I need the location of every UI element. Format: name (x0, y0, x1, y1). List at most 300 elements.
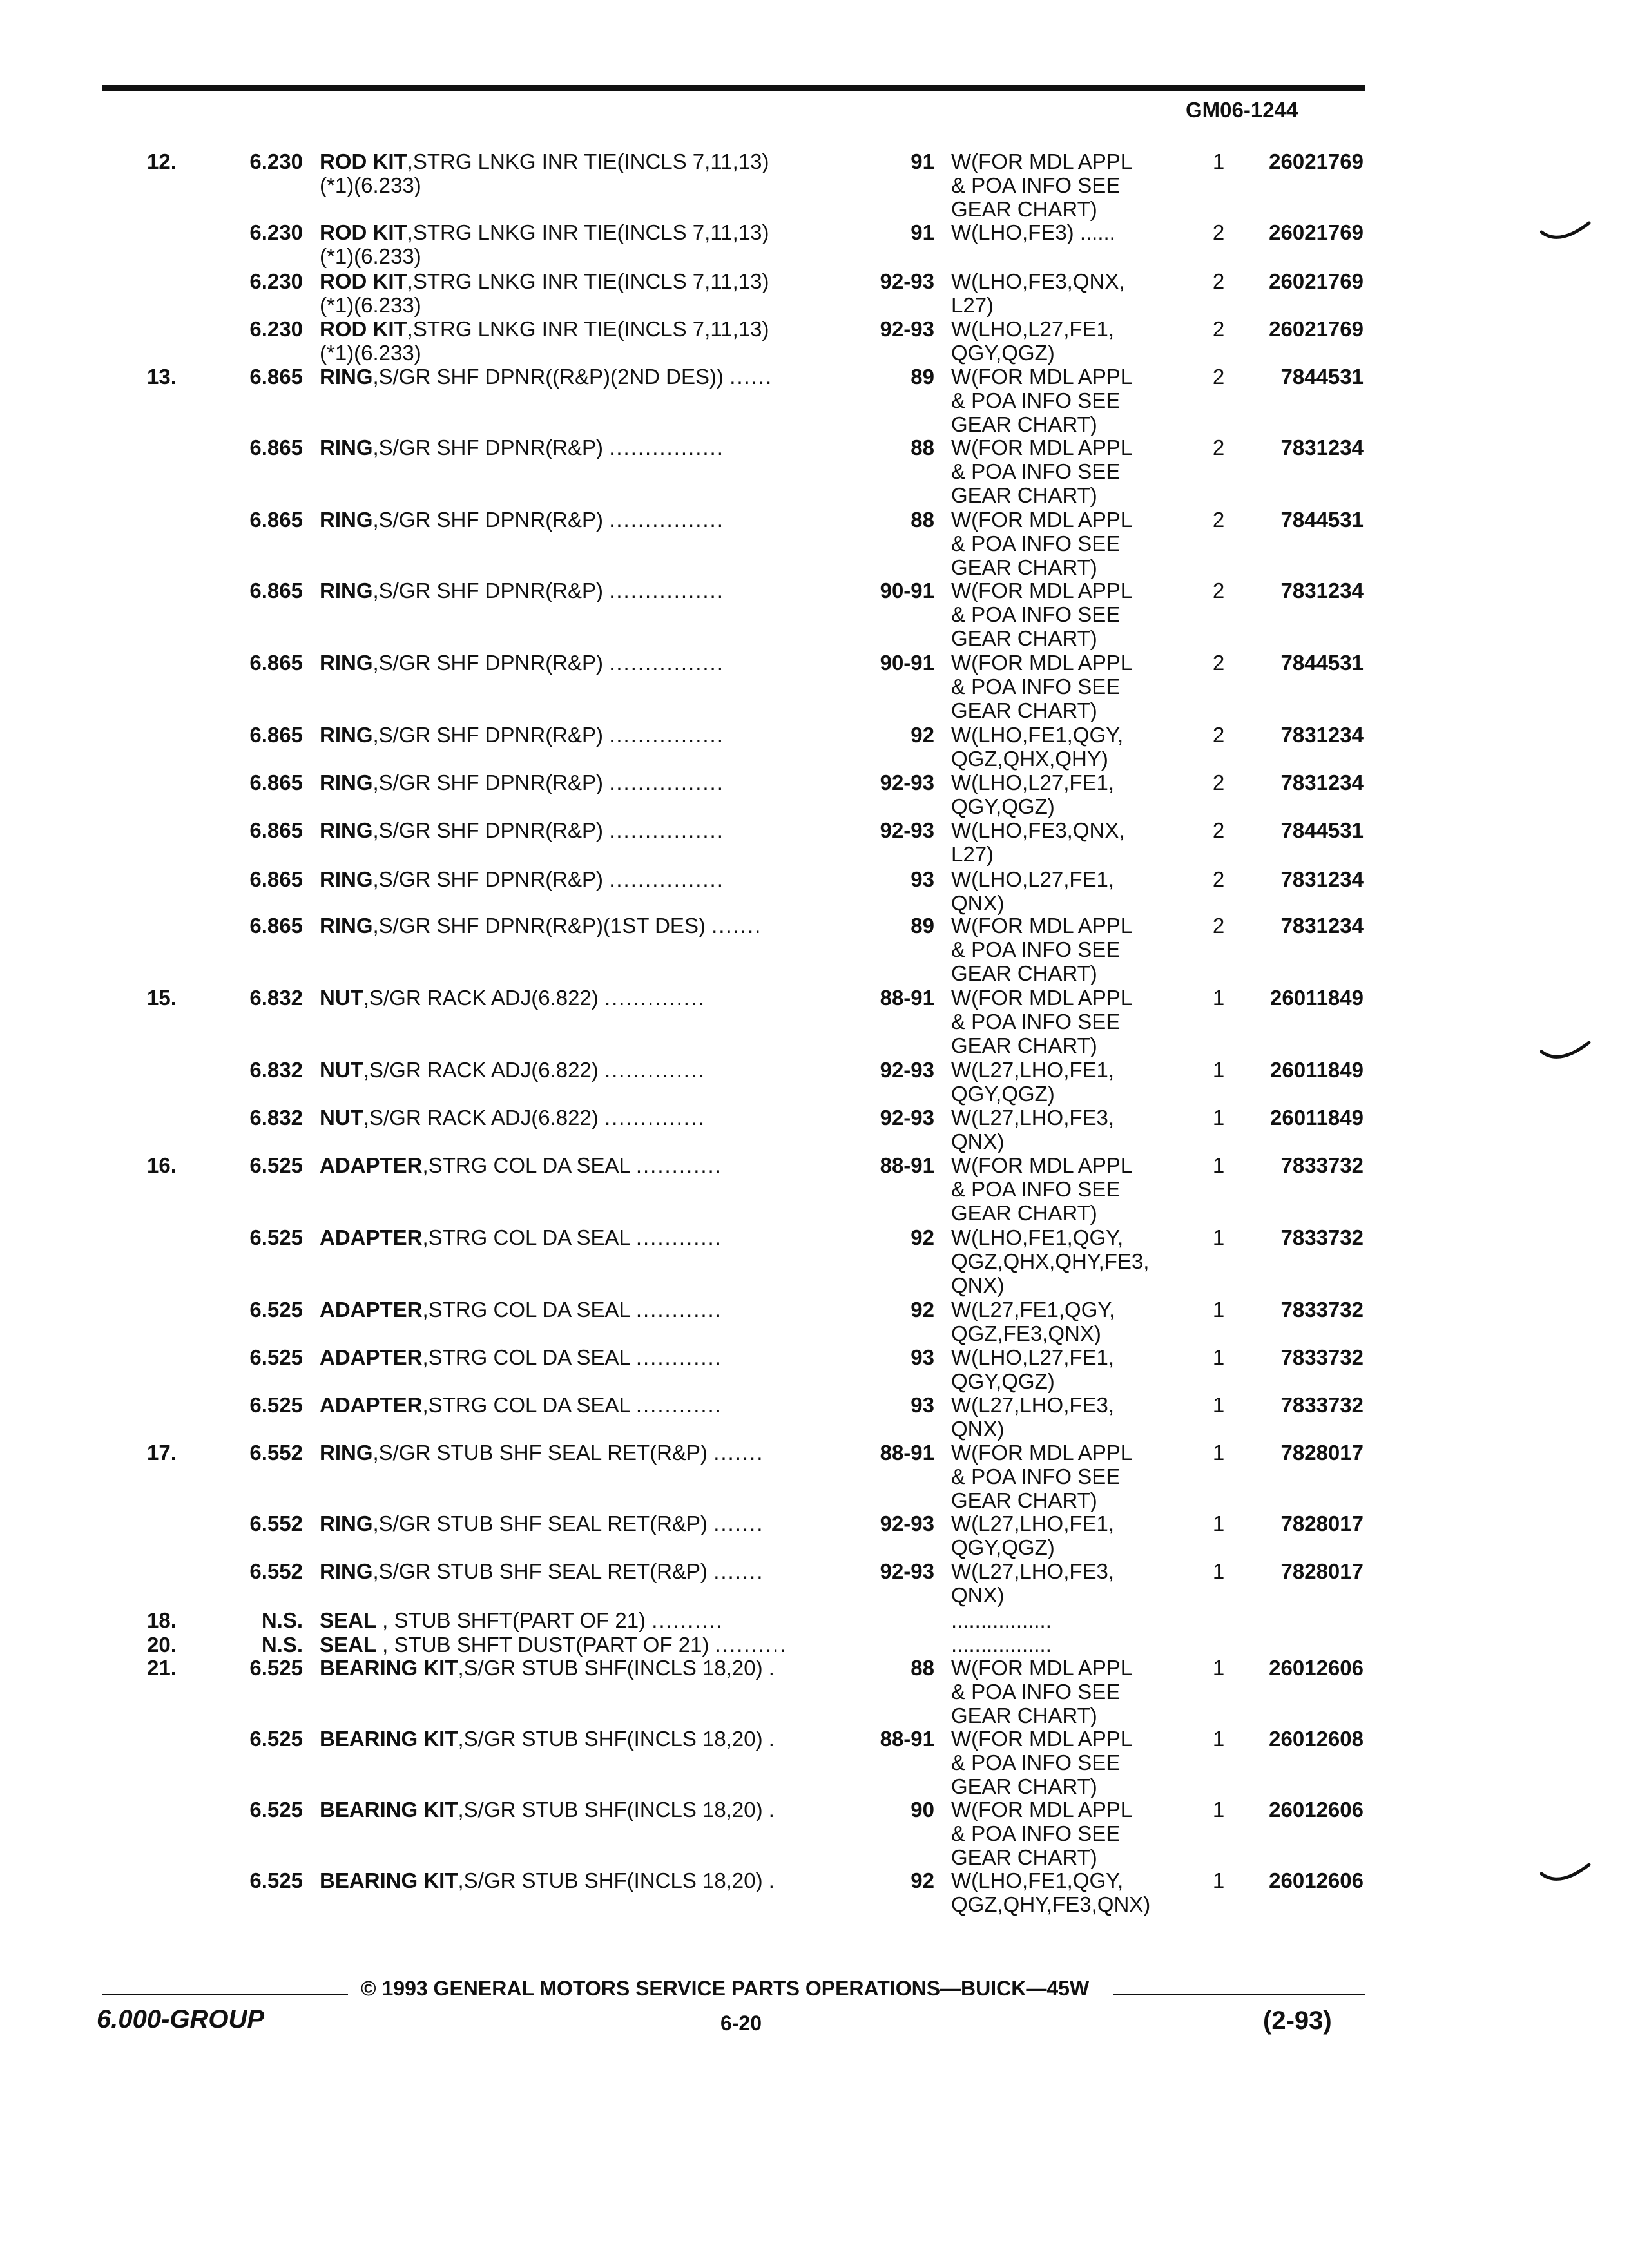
part-name: ADAPTER (320, 1153, 423, 1177)
model-years: 90-91 (880, 579, 934, 602)
model-years: 92-93 (880, 1559, 934, 1583)
leader-dots: ................ (609, 867, 724, 891)
model-application-line: & POA INFO SEE (951, 1010, 1121, 1033)
quantity: 1 (1212, 1727, 1225, 1751)
leader-dots: .............. (604, 1106, 706, 1129)
part-detail: ,S/GR RACK ADJ(6.822) (363, 1058, 599, 1082)
footer-group-label: 6.000-GROUP (97, 2005, 265, 2033)
part-description (320, 1656, 848, 1680)
model-years: 90-91 (880, 651, 934, 675)
model-application-line: W(LHO,FE1,QGY, (951, 1225, 1124, 1249)
part-detail: ,S/GR STUB SHF(INCLS 18,20) (458, 1656, 763, 1680)
model-years: 92-93 (880, 771, 934, 794)
leader-dots: .......... (651, 1608, 724, 1632)
part-description (320, 1153, 848, 1177)
group-number: 6.552 (249, 1441, 303, 1465)
part-detail: ,STRG COL DA SEAL (422, 1345, 630, 1369)
part-description (320, 1106, 848, 1129)
group-number: 6.525 (249, 1656, 303, 1680)
model-years: 88-91 (880, 1727, 934, 1751)
part-number: 7833732 (1280, 1393, 1364, 1417)
model-application (951, 1727, 1132, 1798)
model-application-line: GEAR CHART) (951, 1774, 1097, 1798)
model-application-line: W(FOR MDL APPL (951, 1441, 1133, 1465)
item-number: 16. (147, 1153, 177, 1177)
model-application-line: W(LHO,FE1,QGY, (951, 723, 1124, 747)
group-number: 6.525 (249, 1153, 303, 1177)
model-years: 92-93 (880, 269, 934, 293)
group-number: 6.865 (249, 867, 303, 891)
part-description (320, 508, 848, 532)
part-number: 26021769 (1269, 269, 1364, 293)
part-description (320, 269, 848, 317)
part-detail: ,S/GR SHF DPNR(R&P) (372, 867, 604, 891)
quantity: 2 (1212, 723, 1225, 747)
model-application-line: W(FOR MDL APPL (951, 149, 1133, 173)
model-application (951, 1559, 1114, 1607)
model-application-line: QGY,QGZ) (951, 1369, 1055, 1393)
model-application-line: GEAR CHART) (951, 1033, 1097, 1057)
model-years: 89 (911, 365, 934, 389)
model-years: 92 (911, 1225, 934, 1249)
group-number: 6.832 (249, 1106, 303, 1129)
part-description (320, 220, 848, 268)
quantity: 1 (1212, 1298, 1225, 1321)
group-number: 6.832 (249, 1058, 303, 1082)
model-application-line: W(FOR MDL APPL (951, 365, 1133, 389)
model-application-line: & POA INFO SEE (951, 602, 1121, 626)
part-detail: ,S/GR RACK ADJ(6.822) (363, 1106, 599, 1129)
part-number: 26021769 (1269, 220, 1364, 244)
model-application-line: L27) (951, 293, 994, 317)
model-application (951, 1153, 1132, 1225)
model-years: 89 (911, 914, 934, 937)
part-description (320, 365, 848, 389)
part-detail: ,S/GR SHF DPNR(R&P)(1ST DES) (372, 914, 706, 937)
footer-rule-right (1113, 1994, 1365, 1995)
model-application-line: & POA INFO SEE (951, 1751, 1121, 1774)
leader-dots: . (768, 1727, 776, 1751)
check-mark-icon (1540, 1861, 1592, 1887)
part-number: 7828017 (1280, 1512, 1364, 1535)
model-application (951, 1106, 1114, 1153)
model-application-line: & POA INFO SEE (951, 459, 1121, 483)
model-application (951, 1869, 1150, 1916)
part-number: 7831234 (1280, 914, 1364, 937)
part-number: 26011849 (1269, 1058, 1364, 1082)
quantity: 1 (1212, 1869, 1225, 1892)
group-number: 6.230 (249, 220, 303, 244)
model-application-line: GEAR CHART) (951, 698, 1097, 722)
item-number: 20. (147, 1633, 177, 1657)
model-application-line: W(FOR MDL APPL (951, 1798, 1133, 1821)
quantity: 2 (1212, 317, 1225, 341)
part-description (320, 1633, 848, 1657)
part-description (320, 1058, 848, 1082)
part-detail: ,STRG COL DA SEAL (422, 1393, 630, 1417)
model-application-line: & POA INFO SEE (951, 937, 1121, 961)
group-number: 6.865 (249, 579, 303, 602)
part-number: 7844531 (1280, 365, 1364, 389)
part-name: RING (320, 365, 373, 389)
part-name: ADAPTER (320, 1225, 423, 1249)
quantity: 1 (1212, 1559, 1225, 1583)
part-name: RING (320, 1441, 373, 1465)
document-id: GM06-1244 (1186, 98, 1298, 122)
quantity: 2 (1212, 914, 1225, 937)
leader-dots: ............ (635, 1345, 722, 1369)
quantity: 1 (1212, 1441, 1225, 1465)
model-years: 93 (911, 1345, 934, 1369)
model-application-line: GEAR CHART) (951, 1704, 1097, 1727)
model-application (951, 365, 1132, 436)
leader-dots: ................ (609, 651, 724, 675)
group-number: 6.552 (249, 1559, 303, 1583)
item-number: 21. (147, 1656, 177, 1680)
part-number: 26012608 (1269, 1727, 1364, 1751)
model-years: 88 (911, 508, 934, 532)
part-description (320, 579, 848, 602)
model-application-line: QGY,QGZ) (951, 794, 1055, 818)
model-application-line: & POA INFO SEE (951, 532, 1121, 555)
group-number: 6.525 (249, 1345, 303, 1369)
group-number: 6.525 (249, 1869, 303, 1892)
part-name: RING (320, 771, 373, 794)
model-application (951, 220, 1115, 244)
leader-dots: .......... (715, 1633, 787, 1657)
model-application (951, 1298, 1115, 1345)
model-application-line: & POA INFO SEE (951, 389, 1121, 412)
part-detail-line2: (*1)(6.233) (320, 341, 421, 365)
model-application (951, 771, 1114, 818)
model-application (951, 914, 1132, 985)
quantity: 1 (1212, 1798, 1225, 1821)
model-application-line: QNX) (951, 1129, 1005, 1153)
model-application-line: W(LHO,L27,FE1, (951, 1345, 1115, 1369)
part-detail-line2: (*1)(6.233) (320, 293, 421, 317)
model-application-line: QGZ,QHX,QHY) (951, 747, 1108, 771)
model-application-line: & POA INFO SEE (951, 1821, 1121, 1845)
leader-dots: ....... (713, 1512, 764, 1535)
check-mark-icon (1540, 219, 1592, 245)
part-number: 7828017 (1280, 1441, 1364, 1465)
model-years: 91 (911, 220, 934, 244)
model-application-line: W(LHO,L27,FE1, (951, 771, 1115, 794)
part-description (320, 1512, 848, 1535)
quantity: 2 (1212, 436, 1225, 459)
part-name: ADAPTER (320, 1298, 423, 1321)
model-application (951, 1058, 1114, 1106)
part-detail: ,S/GR SHF DPNR(R&P) (372, 579, 604, 602)
leader-dots: ............ (635, 1393, 722, 1417)
model-years: 88-91 (880, 1441, 934, 1465)
quantity: 1 (1212, 986, 1225, 1010)
group-number: 6.525 (249, 1727, 303, 1751)
part-detail: ,S/GR STUB SHF SEAL RET(R&P) (372, 1441, 708, 1465)
quantity: 2 (1212, 867, 1225, 891)
leader-dots: .............. (604, 1058, 706, 1082)
model-years: 93 (911, 1393, 934, 1417)
part-number: 7831234 (1280, 771, 1364, 794)
model-application-line: QNX) (951, 1417, 1005, 1441)
model-application-line: W(L27,LHO,FE3, (951, 1559, 1115, 1583)
quantity: 1 (1212, 1656, 1225, 1680)
leader-dots: .............. (604, 986, 706, 1010)
part-name: BEARING KIT (320, 1656, 458, 1680)
model-application (951, 1798, 1132, 1869)
check-mark-icon (1540, 1039, 1592, 1064)
part-detail: ,STRG LNKG INR TIE(INCLS 7,11,13) (407, 149, 769, 173)
quantity: 1 (1212, 149, 1225, 173)
leader-dots: ................ (609, 579, 724, 602)
model-application (951, 508, 1132, 579)
quantity: 2 (1212, 220, 1225, 244)
group-number: 6.865 (249, 818, 303, 842)
part-description (320, 1559, 848, 1583)
part-number: 7831234 (1280, 867, 1364, 891)
model-application-line: L27) (951, 842, 994, 866)
model-application-line: & POA INFO SEE (951, 1680, 1121, 1704)
model-application-line: ................. (951, 1633, 1052, 1657)
group-number: 6.552 (249, 1512, 303, 1535)
footer-copyright: © 1993 GENERAL MOTORS SERVICE PARTS OPERATIONS—BUICK—45W (361, 1977, 1090, 2000)
model-application (951, 1225, 1149, 1297)
part-description (320, 436, 848, 459)
part-description (320, 1441, 848, 1465)
part-detail: ,S/GR SHF DPNR(R&P) (372, 508, 604, 532)
part-name: ADAPTER (320, 1345, 423, 1369)
model-application-line: GEAR CHART) (951, 412, 1097, 436)
part-name: NUT (320, 986, 363, 1010)
group-number: 6.865 (249, 365, 303, 389)
part-name: BEARING KIT (320, 1869, 458, 1892)
part-detail: ,STRG LNKG INR TIE(INCLS 7,11,13) (407, 220, 769, 244)
model-application-line: ................. (951, 1608, 1052, 1632)
part-number: 26012606 (1269, 1656, 1364, 1680)
part-description (320, 651, 848, 675)
group-number: 6.525 (249, 1798, 303, 1821)
group-number: 6.230 (249, 269, 303, 293)
model-years: 92-93 (880, 1512, 934, 1535)
group-number: 6.865 (249, 436, 303, 459)
model-application-line: GEAR CHART) (951, 1488, 1097, 1512)
leader-dots: ............ (635, 1153, 722, 1177)
model-years: 92-93 (880, 1058, 934, 1082)
part-name: RING (320, 651, 373, 675)
part-detail: , STUB SHFT(PART OF 21) (376, 1608, 646, 1632)
part-name: ADAPTER (320, 1393, 423, 1417)
quantity: 2 (1212, 818, 1225, 842)
part-name: RING (320, 508, 373, 532)
leader-dots: . (768, 1869, 776, 1892)
part-detail: ,S/GR SHF DPNR(R&P) (372, 651, 604, 675)
model-years: 90 (911, 1798, 934, 1821)
part-description (320, 986, 848, 1010)
model-application (951, 723, 1123, 771)
model-application-line: W(LHO,FE1,QGY, (951, 1869, 1124, 1892)
model-application-line: QNX) (951, 1273, 1005, 1297)
model-application (951, 1512, 1114, 1559)
part-number: 7833732 (1280, 1153, 1364, 1177)
model-application (951, 651, 1132, 722)
part-detail: ,STRG COL DA SEAL (422, 1298, 630, 1321)
model-application (951, 149, 1132, 221)
part-number: 7833732 (1280, 1345, 1364, 1369)
part-name: RING (320, 436, 373, 459)
part-number: 7831234 (1280, 723, 1364, 747)
part-name: RING (320, 1512, 373, 1535)
model-application (951, 317, 1114, 365)
quantity: 2 (1212, 651, 1225, 675)
model-application-line: QGZ,QHY,FE3,QNX) (951, 1892, 1151, 1916)
group-number: 6.865 (249, 651, 303, 675)
part-number: 26011849 (1269, 986, 1364, 1010)
model-application-line: GEAR CHART) (951, 626, 1097, 650)
part-name: NUT (320, 1106, 363, 1129)
model-years: 88-91 (880, 1153, 934, 1177)
quantity: 1 (1212, 1393, 1225, 1417)
part-description (320, 1225, 848, 1249)
quantity: 1 (1212, 1512, 1225, 1535)
part-number: 7844531 (1280, 508, 1364, 532)
part-description (320, 1298, 848, 1321)
group-number: 6.832 (249, 986, 303, 1010)
model-application (951, 1608, 1052, 1632)
model-application (951, 818, 1125, 866)
model-application-line: W(L27,LHO,FE1, (951, 1058, 1115, 1082)
group-number: 6.230 (249, 317, 303, 341)
part-description (320, 1727, 848, 1751)
model-application-line: GEAR CHART) (951, 197, 1097, 221)
model-application (951, 986, 1132, 1057)
model-application-line: W(FOR MDL APPL (951, 914, 1133, 937)
model-years: 92-93 (880, 1106, 934, 1129)
part-name: RING (320, 818, 373, 842)
part-number: 26011849 (1269, 1106, 1364, 1129)
part-detail-line2: (*1)(6.233) (320, 173, 421, 197)
model-application (951, 269, 1125, 317)
model-application-line: W(FOR MDL APPL (951, 579, 1133, 602)
model-application-line: GEAR CHART) (951, 483, 1097, 507)
model-application-line: W(LHO,L27,FE1, (951, 867, 1115, 891)
part-name: BEARING KIT (320, 1727, 458, 1751)
model-years: 93 (911, 867, 934, 891)
part-number: 7828017 (1280, 1559, 1364, 1583)
item-number: 13. (147, 365, 177, 389)
model-application-line: QNX) (951, 1583, 1005, 1607)
part-description (320, 723, 848, 747)
part-description (320, 914, 848, 937)
model-application-line: GEAR CHART) (951, 961, 1097, 985)
part-detail: ,S/GR STUB SHF(INCLS 18,20) (458, 1727, 763, 1751)
quantity: 1 (1212, 1345, 1225, 1369)
model-application-line: W(L27,LHO,FE3, (951, 1106, 1115, 1129)
leader-dots: . (768, 1656, 776, 1680)
model-application-line: GEAR CHART) (951, 1845, 1097, 1869)
part-detail: ,STRG COL DA SEAL (422, 1225, 630, 1249)
model-application (951, 579, 1132, 650)
part-detail: ,S/GR STUB SHF(INCLS 18,20) (458, 1869, 763, 1892)
leader-dots: ............ (635, 1298, 722, 1321)
model-years: 92 (911, 723, 934, 747)
part-description (320, 818, 848, 842)
item-number: 18. (147, 1608, 177, 1632)
part-name: SEAL (320, 1608, 377, 1632)
model-years: 91 (911, 149, 934, 173)
model-application-line: & POA INFO SEE (951, 173, 1121, 197)
quantity: 1 (1212, 1225, 1225, 1249)
part-description (320, 1869, 848, 1892)
part-number: 7831234 (1280, 436, 1364, 459)
leader-dots: ................ (609, 771, 724, 794)
group-number: N.S. (261, 1633, 303, 1657)
leader-dots: ................ (609, 508, 724, 532)
group-number: 6.865 (249, 508, 303, 532)
part-number: 26012606 (1269, 1798, 1364, 1821)
model-application-line: W(FOR MDL APPL (951, 436, 1133, 459)
part-detail: ,STRG LNKG INR TIE(INCLS 7,11,13) (407, 269, 769, 293)
group-number: 6.865 (249, 914, 303, 937)
part-name: ROD KIT (320, 317, 407, 341)
model-application (951, 1633, 1052, 1657)
model-application-line: W(FOR MDL APPL (951, 1153, 1133, 1177)
group-number: 6.525 (249, 1393, 303, 1417)
model-application-line: QGY,QGZ) (951, 1535, 1055, 1559)
model-application-line: QGZ,QHX,QHY,FE3, (951, 1249, 1150, 1273)
part-detail: ,S/GR STUB SHF SEAL RET(R&P) (372, 1512, 708, 1535)
quantity: 1 (1212, 1106, 1225, 1129)
quantity: 2 (1212, 365, 1225, 389)
part-detail: ,S/GR STUB SHF(INCLS 18,20) (458, 1798, 763, 1821)
model-application (951, 1345, 1114, 1393)
model-application-line: W(LHO,L27,FE1, (951, 317, 1115, 341)
part-number: 26021769 (1269, 149, 1364, 173)
part-detail: ,S/GR SHF DPNR(R&P) (372, 723, 604, 747)
model-application-line: W(L27,LHO,FE1, (951, 1512, 1115, 1535)
group-number: 6.230 (249, 149, 303, 173)
part-name: RING (320, 867, 373, 891)
item-number: 17. (147, 1441, 177, 1465)
part-detail: ,S/GR SHF DPNR(R&P) (372, 436, 604, 459)
quantity: 2 (1212, 508, 1225, 532)
model-application-line: W(LHO,FE3,QNX, (951, 269, 1125, 293)
item-number: 15. (147, 986, 177, 1010)
leader-dots: ....... (713, 1559, 764, 1583)
part-number: 7844531 (1280, 818, 1364, 842)
part-name: ROD KIT (320, 149, 407, 173)
model-application-line: W(L27,FE1,QGY, (951, 1298, 1115, 1321)
model-application-line: W(FOR MDL APPL (951, 986, 1133, 1010)
part-detail: ,STRG COL DA SEAL (422, 1153, 630, 1177)
quantity: 2 (1212, 269, 1225, 293)
group-number: 6.525 (249, 1225, 303, 1249)
quantity: 2 (1212, 579, 1225, 602)
part-description (320, 1345, 848, 1369)
leader-dots: ................ (609, 436, 724, 459)
part-number: 7833732 (1280, 1298, 1364, 1321)
model-application-line: & POA INFO SEE (951, 675, 1121, 698)
part-name: SEAL (320, 1633, 377, 1657)
model-application-line: W(LHO,FE3,QNX, (951, 818, 1125, 842)
model-years: 92-93 (880, 818, 934, 842)
model-application-line: W(FOR MDL APPL (951, 1656, 1133, 1680)
part-number: 26021769 (1269, 317, 1364, 341)
model-years: 92-93 (880, 317, 934, 341)
model-application (951, 1656, 1132, 1727)
part-description (320, 317, 848, 365)
part-description (320, 1798, 848, 1821)
part-name: BEARING KIT (320, 1798, 458, 1821)
